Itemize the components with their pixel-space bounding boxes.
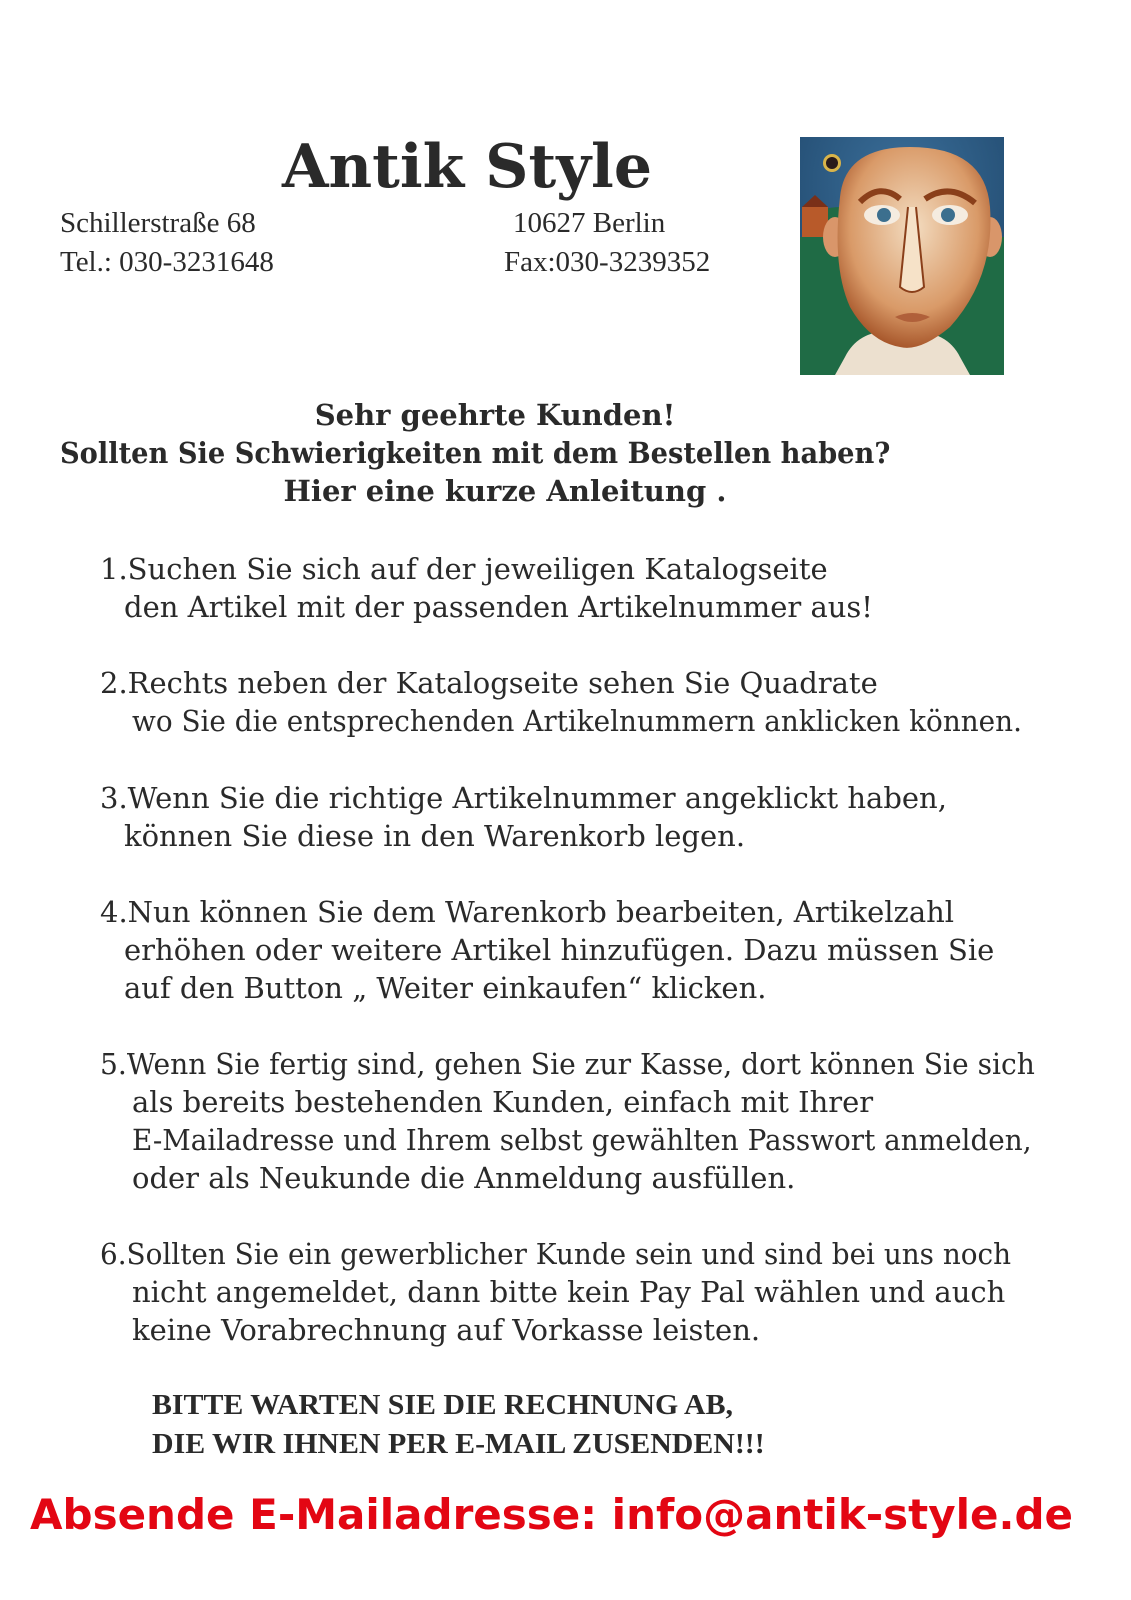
company-title: Antik Style <box>282 132 653 202</box>
step-line: 6.Sollten Sie ein gewerblicher Kunde sein und sind bei uns noch <box>100 1237 1012 1271</box>
step-line: 4.Nun können Sie dem Warenkorb bearbeiten, Artikelzahl <box>100 895 955 929</box>
step-line: 2.Rechts neben der Katalogseite sehen Sie Quadrate <box>100 666 878 700</box>
step-line: den Artikel mit der passenden Artikelnummer aus! <box>124 590 873 624</box>
notice-line-1: BITTE WARTEN SIE DIE RECHNUNG AB, <box>152 1389 734 1421</box>
step-line: keine Vorabrechnung auf Vorkasse leisten. <box>132 1313 761 1347</box>
step-line: wo Sie die entsprechenden Artikelnummern anklicken können. <box>132 704 1022 738</box>
phone-number: Tel.: 030-3231648 <box>60 246 274 278</box>
step-line: erhöhen oder weitere Artikel hinzufügen. Dazu müssen Sie <box>124 933 995 967</box>
fax-number: Fax:030-3239352 <box>504 246 711 278</box>
street-address: Schillerstraße 68 <box>60 207 256 239</box>
portrait-image <box>800 137 1004 375</box>
step-line: oder als Neukunde die Anmeldung ausfüllen. <box>132 1161 796 1195</box>
sender-email: Absende E-Mailadresse: info@antik-style.de <box>30 1490 1074 1539</box>
step-line: 1.Suchen Sie sich auf der jeweiligen Katalogseite <box>100 552 828 586</box>
step-line: können Sie diese in den Warenkorb legen. <box>124 819 746 853</box>
greeting-line-1: Sehr geehrte Kunden! <box>314 398 676 432</box>
step-line: 3.Wenn Sie die richtige Artikelnummer angeklickt haben, <box>100 781 947 815</box>
greeting-line-2: Sollten Sie Schwierigkeiten mit dem Bestellen haben? <box>60 436 891 470</box>
step-line: 5.Wenn Sie fertig sind, gehen Sie zur Kasse, dort können Sie sich <box>100 1047 1035 1081</box>
city-address: 10627 Berlin <box>513 207 666 239</box>
notice-line-2: DIE WIR IHNEN PER E-MAIL ZUSENDEN!!! <box>152 1428 765 1460</box>
step-line: E-Mailadresse und Ihrem selbst gewählten Passwort anmelden, <box>132 1123 1032 1157</box>
greeting-line-3: Hier eine kurze Anleitung . <box>283 474 727 508</box>
step-line: als bereits bestehenden Kunden, einfach mit Ihrer <box>132 1085 874 1119</box>
step-line: auf den Button „ Weiter einkaufen“ klicken. <box>124 971 767 1005</box>
step-line: nicht angemeldet, dann bitte kein Pay Pal wählen und auch <box>132 1275 1006 1309</box>
